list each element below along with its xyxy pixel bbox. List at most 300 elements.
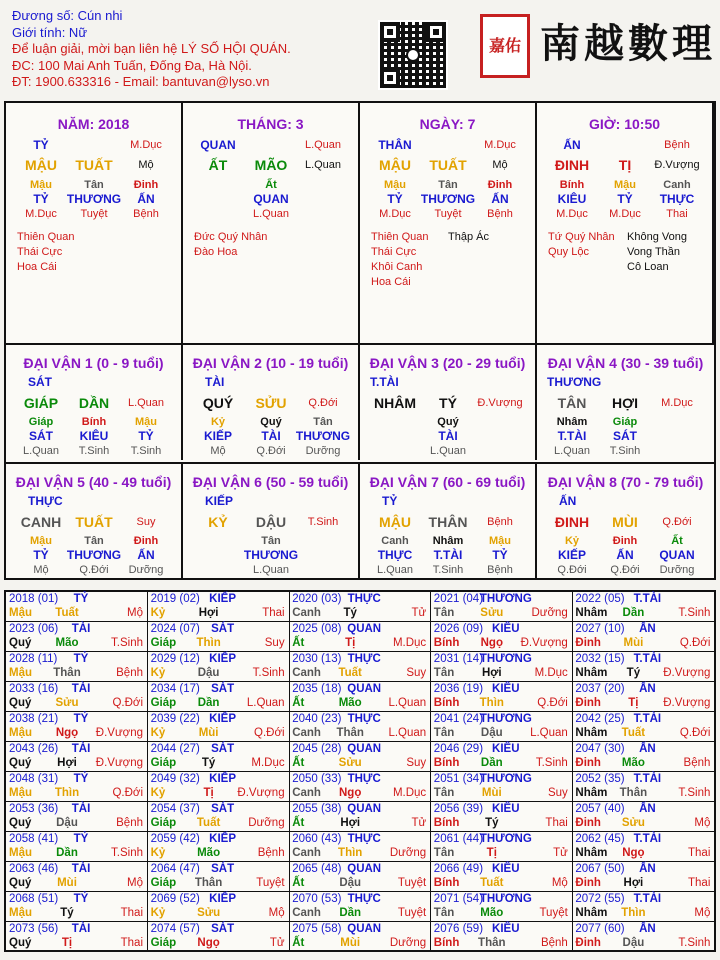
year-label: 2034 (17) [150, 683, 200, 695]
special-star: Cô Loan [627, 261, 669, 273]
year-can: Canh [292, 847, 321, 859]
year-cell [572, 682, 714, 712]
year-chi: Dậu [339, 877, 362, 889]
hidden-ts: T.Sinh [609, 445, 641, 457]
dai-van-can: GIÁP [23, 395, 59, 411]
year-cell [6, 592, 148, 622]
year-cell [289, 742, 431, 772]
year-star: THỰC [347, 653, 381, 665]
year-can: Quý [9, 757, 32, 769]
dai-van-ts: T.Sinh [307, 516, 339, 528]
year-chi: Sửu [480, 607, 504, 619]
hidden-star: KIÊU [557, 192, 587, 206]
year-cell [431, 832, 573, 862]
special-star: Tứ Quý Nhân [548, 231, 615, 243]
dai-van-can: QUÝ [202, 395, 234, 411]
year-chi: Hợi [198, 607, 219, 619]
dai-van-can: NHÂM [374, 395, 416, 411]
hidden-ts: L.Quan [429, 445, 467, 457]
year-label: 2054 (37) [150, 803, 200, 815]
year-cell [6, 742, 148, 772]
dai-van-star: TÀI [205, 375, 225, 389]
hidden-ts: M.Dục [609, 208, 641, 220]
year-star: KIẾP [209, 833, 237, 845]
year-star: THƯƠNG [479, 653, 532, 665]
dai-van-title: ĐẠI VẬN 3 (20 - 29 tuổi) [369, 355, 526, 371]
year-chi: Mùi [57, 877, 77, 889]
year-cell [572, 742, 714, 772]
pillar-ts: Mộ [138, 159, 154, 171]
year-ts: Tuyệt [256, 877, 285, 889]
dai-van-chi: HỢI [612, 395, 638, 411]
year-star: KIẾP [209, 653, 237, 665]
qr-code-icon [378, 20, 448, 90]
year-ts: Bệnh [116, 817, 143, 829]
year-label: 2070 (53) [292, 893, 342, 905]
year-ts: Q.Đới [679, 637, 711, 649]
year-cell [289, 622, 431, 652]
year-cell [572, 892, 714, 922]
year-ts: Mộ [127, 607, 143, 619]
pillar-chi: TUẤT [75, 157, 113, 173]
year-star: QUAN [347, 803, 382, 815]
year-can: Bính [433, 877, 460, 889]
year-ts: Thai [262, 607, 285, 619]
year-label: 2027 (10) [575, 623, 625, 635]
pillar-top-ts: Bệnh [664, 139, 690, 151]
bazi-chart [4, 101, 716, 580]
year-cell [289, 892, 431, 922]
year-cell [572, 622, 714, 652]
hidden-can: Mậu [489, 535, 511, 547]
year-ts: Q.Đới [112, 787, 143, 799]
pillar-3 [360, 103, 537, 343]
year-ts: T.Sinh [678, 937, 711, 949]
year-star: T.TÀI [633, 653, 662, 665]
year-can: Đinh [575, 877, 601, 889]
year-can: Quý [9, 877, 32, 889]
year-ts: Đ.Vượng [520, 637, 568, 649]
dai-van-can: TÂN [557, 395, 587, 411]
year-star: THƯƠNG [479, 713, 532, 725]
dai-van-title: ĐẠI VẬN 5 (40 - 49 tuổi) [15, 474, 172, 490]
year-ts: Bệnh [257, 847, 285, 859]
pillar-can: ĐINH [554, 157, 590, 173]
year-can: Nhâm [575, 787, 608, 799]
year-star: ẤN [639, 803, 656, 815]
year-can: Giáp [150, 817, 177, 829]
hidden-star: THỰC [377, 548, 413, 562]
pillar-top-star: TỶ [33, 138, 49, 152]
year-star: ẤN [639, 623, 656, 635]
year-can: Mậu [9, 727, 32, 739]
year-chi: Tuất [480, 877, 504, 889]
year-ts: M.Dục [534, 667, 568, 679]
hidden-star: ẤN [137, 548, 155, 562]
hidden-star: KIẾP [557, 548, 587, 562]
dai-van-can: ĐINH [554, 514, 590, 530]
year-cell [572, 802, 714, 832]
year-label: 2023 (06) [9, 623, 59, 635]
year-ts: T.Sinh [252, 667, 285, 679]
dai-van-2 [183, 345, 360, 460]
hidden-can: Canh [663, 179, 691, 191]
dai-van-title: ĐẠI VẬN 2 (10 - 19 tuổi) [192, 355, 349, 371]
year-label: 2067 (50) [575, 863, 625, 875]
hidden-star: TÀI [438, 429, 458, 443]
year-can: Mậu [9, 847, 32, 859]
year-cell [431, 652, 573, 682]
year-ts: Mộ [694, 817, 711, 829]
year-cell [289, 682, 431, 712]
year-cell [6, 772, 148, 802]
year-label: 2051 (34) [433, 773, 484, 785]
year-cell [431, 712, 573, 742]
pillar-can: MẬU [379, 157, 411, 173]
year-chi: Dần [339, 907, 362, 919]
year-label: 2068 (51) [9, 893, 59, 905]
year-star: QUAN [347, 623, 382, 635]
year-chi: Tị [345, 637, 356, 649]
pillar-title: NGÀY: 7 [419, 116, 476, 132]
contact-invite: Để luận giải, mời bạn liên hệ LÝ SỐ HỘI QUÁN. [12, 41, 291, 56]
hidden-can: Ất [671, 535, 683, 547]
year-chi: Tuất [55, 607, 79, 619]
year-can: Canh [292, 907, 321, 919]
year-star: THỰC [347, 713, 381, 725]
hidden-ts: Tuyệt [434, 208, 462, 220]
gender: Giới tính: Nữ [12, 24, 88, 40]
year-star: TỶ [73, 773, 89, 785]
year-ts: Thai [120, 937, 143, 949]
year-chi: Ngọ [480, 637, 503, 649]
year-star: SÁT [211, 683, 235, 695]
year-label: 2048 (31) [9, 773, 59, 785]
hidden-star: THƯƠNG [420, 192, 476, 206]
year-cell [289, 862, 431, 892]
dai-van-ts: Q.Đới [662, 516, 692, 528]
year-ts: Q.Đới [679, 727, 711, 739]
hidden-ts: L.Quan [553, 445, 591, 457]
year-label: 2056 (39) [433, 803, 484, 815]
hidden-can: Canh [381, 535, 409, 547]
hidden-can: Mậu [30, 535, 52, 547]
year-cell [289, 712, 431, 742]
year-cell [6, 802, 148, 832]
year-can: Canh [292, 787, 321, 799]
year-can: Giáp [150, 697, 177, 709]
hidden-can: Tân [84, 179, 104, 191]
hidden-star: TÀI [261, 429, 281, 443]
hidden-ts: Thai [666, 208, 688, 220]
special-star: Vong Thần [627, 246, 681, 258]
year-star: KIÊU [492, 923, 520, 935]
hidden-star: KIẾP [203, 429, 233, 443]
year-can: Đinh [575, 757, 601, 769]
year-chi: Dậu [622, 937, 645, 949]
hidden-ts: Tuyệt [80, 208, 108, 220]
dai-van-chi: MÙI [612, 514, 638, 530]
year-ts: Tử [411, 607, 427, 619]
year-chi: Mão [197, 847, 221, 859]
dai-van-chi: SỬU [255, 395, 287, 411]
year-star: THỰC [347, 893, 381, 905]
year-chi: Sửu [621, 817, 645, 829]
year-can: Tân [433, 667, 455, 679]
hidden-ts: Dưỡng [659, 564, 695, 576]
year-label: 2033 (16) [9, 683, 59, 695]
year-star: T.TÀI [633, 833, 662, 845]
year-cell [148, 742, 290, 772]
hidden-can: Đinh [487, 179, 513, 191]
hidden-star: T.TÀI [557, 429, 587, 443]
hidden-star: TỶ [387, 192, 403, 206]
year-ts: L.Quan [530, 727, 568, 739]
year-star: T.TÀI [633, 773, 662, 785]
hidden-can: Ất [265, 179, 277, 191]
year-cell [148, 832, 290, 862]
year-star: SÁT [211, 923, 235, 935]
red-seal-logo [480, 14, 530, 78]
year-star: TÀI [71, 623, 91, 635]
hidden-star: SÁT [613, 429, 637, 443]
year-can: Tân [433, 607, 455, 619]
hidden-can: Đinh [133, 535, 159, 547]
year-ts: Bệnh [683, 757, 711, 769]
year-ts: Đ.Vượng [663, 697, 711, 709]
year-cell [431, 892, 573, 922]
pillar-4 [537, 103, 714, 343]
year-cell [431, 772, 573, 802]
year-label: 2039 (22) [150, 713, 200, 725]
year-label: 2055 (38) [292, 803, 342, 815]
year-star: QUAN [347, 683, 382, 695]
year-label: 2053 (36) [9, 803, 59, 815]
year-can: Quý [9, 937, 32, 949]
year-ts: Mộ [268, 907, 285, 919]
year-cell [289, 772, 431, 802]
pillar-top-ts: M.Dục [130, 139, 162, 151]
year-ts: M.Dục [392, 787, 427, 799]
year-star: TÀI [71, 863, 91, 875]
hidden-can: Mậu [384, 179, 406, 191]
year-cell [6, 892, 148, 922]
year-can: Canh [292, 607, 321, 619]
dai-van-3 [360, 345, 537, 460]
year-cell [6, 712, 148, 742]
special-star: Hoa Cái [371, 276, 411, 288]
special-star: Đào Hoa [194, 246, 238, 258]
year-cell [289, 652, 431, 682]
year-ts: Tử [269, 937, 285, 949]
year-cell [289, 922, 431, 952]
year-label: 2076 (59) [433, 923, 484, 935]
year-chi: Dần [197, 697, 220, 709]
hidden-ts: L.Quan [22, 445, 60, 457]
year-chi: Hợi [57, 757, 77, 769]
year-star: TỶ [73, 653, 89, 665]
pillar-title: THÁNG: 3 [237, 116, 304, 132]
year-can: Bính [433, 937, 460, 949]
dai-van-8 [537, 464, 714, 580]
dai-van-title: ĐẠI VẬN 1 (0 - 9 tuổi) [23, 355, 164, 371]
year-can: Kỷ [150, 607, 166, 619]
year-chi: Thân [336, 727, 364, 739]
year-chi: Mão [480, 907, 504, 919]
year-can: Nhâm [575, 667, 608, 679]
year-chi: Thân [194, 877, 223, 889]
hidden-ts: Q.Đới [256, 445, 286, 457]
year-chi: Tuất [196, 817, 221, 829]
year-chi: Dậu [480, 727, 503, 739]
hidden-star: QUAN [253, 192, 289, 206]
year-chi: Thân [619, 787, 648, 799]
year-ts: Suy [264, 637, 285, 649]
year-label: 2066 (49) [433, 863, 484, 875]
hidden-can: Tân [84, 535, 104, 547]
year-can: Canh [292, 727, 321, 739]
hidden-star: THỰC [659, 192, 695, 206]
year-label: 2049 (32) [150, 773, 200, 785]
year-label: 2046 (29) [433, 743, 484, 755]
year-star: THƯƠNG [479, 893, 532, 905]
hidden-ts: Bệnh [487, 208, 513, 220]
year-label: 2021 (04) [433, 593, 484, 605]
hidden-star: QUAN [659, 548, 695, 562]
year-can: Đinh [575, 697, 601, 709]
year-star: ẤN [639, 683, 656, 695]
hidden-star: TỶ [617, 192, 633, 206]
year-ts: T.Sinh [535, 757, 568, 769]
year-can: Nhâm [575, 847, 608, 859]
year-ts: Dưỡng [389, 847, 427, 859]
year-ts: Tử [553, 847, 568, 859]
pillar-can: MẬU [25, 157, 57, 173]
year-ts: Đ.Vượng [237, 787, 285, 799]
year-chi: Ngọ [622, 847, 645, 859]
year-can: Quý [9, 697, 32, 709]
year-star: TÀI [71, 923, 91, 935]
year-chi: Tuất [621, 727, 646, 739]
year-ts: Suy [547, 787, 568, 799]
special-star: Khôi Canh [371, 261, 423, 273]
dai-van-title: ĐẠI VẬN 6 (50 - 59 tuổi) [192, 474, 349, 490]
year-chi: Tị [61, 937, 73, 949]
year-cell [431, 742, 573, 772]
hidden-ts: L.Quan [252, 208, 290, 220]
year-label: 2020 (03) [292, 593, 342, 605]
year-ts: Đ.Vượng [663, 667, 711, 679]
year-can: Đinh [575, 637, 601, 649]
year-label: 2024 (07) [150, 623, 200, 635]
year-chi: Tị [486, 847, 497, 859]
year-chi: Tý [60, 907, 74, 919]
year-label: 2074 (57) [150, 923, 200, 935]
year-chi: Tý [626, 667, 641, 679]
year-can: Kỷ [150, 907, 166, 919]
year-label: 2052 (35) [575, 773, 625, 785]
dai-van-chi: DẬU [255, 514, 287, 530]
year-can: Ất [292, 637, 305, 649]
year-ts: T.Sinh [111, 637, 143, 649]
hidden-star: ẤN [137, 192, 155, 206]
year-star: QUAN [347, 743, 382, 755]
year-can: Kỷ [150, 667, 166, 679]
year-ts: Đ.Vượng [95, 727, 143, 739]
year-label: 2028 (11) [9, 653, 58, 665]
year-label: 2042 (25) [575, 713, 625, 725]
year-can: Ất [292, 937, 305, 949]
year-cell [431, 622, 573, 652]
year-can: Kỷ [150, 847, 166, 859]
year-label: 2026 (09) [433, 623, 484, 635]
year-can: Bính [433, 697, 460, 709]
dai-van-ts: Đ.Vượng [477, 397, 523, 409]
year-label: 2029 (12) [150, 653, 200, 665]
year-ts: T.Sinh [678, 787, 711, 799]
pillar-ts: Mộ [492, 159, 508, 171]
year-star: KIẾP [209, 893, 237, 905]
hidden-ts: M.Dục [556, 208, 588, 220]
year-chi: Ngọ [55, 727, 79, 739]
special-star: Không Vong [627, 231, 687, 243]
hidden-can: Bính [81, 416, 107, 428]
year-star: SÁT [211, 803, 235, 815]
year-can: Bính [433, 817, 460, 829]
year-cell [6, 922, 148, 952]
hidden-ts: M.Dục [25, 208, 57, 220]
year-ts: Tuyệt [397, 907, 427, 919]
year-can: Giáp [150, 757, 177, 769]
year-label: 2044 (27) [150, 743, 200, 755]
year-star: SÁT [211, 863, 235, 875]
year-star: ẤN [639, 743, 656, 755]
year-label: 2064 (47) [150, 863, 200, 875]
year-star: KIÊU [492, 683, 520, 695]
dai-van-star: THỰC [28, 494, 63, 508]
year-can: Tân [433, 787, 455, 799]
year-label: 2065 (48) [292, 863, 342, 875]
address: ĐC: 100 Mai Anh Tuấn, Đống Đa, Hà Nội. [12, 57, 252, 73]
seal-text: 嘉佑 [488, 36, 521, 55]
hidden-can: Kỷ [210, 416, 226, 428]
year-chi: Thìn [196, 637, 221, 649]
year-star: THỰC [347, 773, 381, 785]
year-label: 2075 (58) [292, 923, 342, 935]
dai-van-can: CANH [20, 514, 62, 530]
year-can: Nhâm [575, 607, 608, 619]
year-ts: L.Quan [388, 727, 427, 739]
year-ts: T.Sinh [678, 607, 711, 619]
hidden-star: TỶ [33, 192, 49, 206]
hidden-ts: Bệnh [133, 208, 159, 220]
year-star: TÀI [71, 683, 91, 695]
year-star: T.TÀI [633, 893, 662, 905]
hidden-ts: Q.Đới [79, 564, 109, 576]
year-chi: Thìn [621, 907, 646, 919]
year-cell [148, 862, 290, 892]
year-can: Mậu [9, 787, 32, 799]
year-label: 2040 (23) [292, 713, 342, 725]
year-ts: Dưỡng [389, 937, 427, 949]
year-cell [572, 832, 714, 862]
hidden-star: TỶ [138, 429, 154, 443]
year-can: Kỷ [150, 787, 166, 799]
year-chi: Tý [201, 757, 216, 769]
hidden-ts: Bệnh [487, 564, 513, 576]
year-ts: Thai [120, 907, 143, 919]
dai-van-star: TỶ [382, 494, 398, 508]
